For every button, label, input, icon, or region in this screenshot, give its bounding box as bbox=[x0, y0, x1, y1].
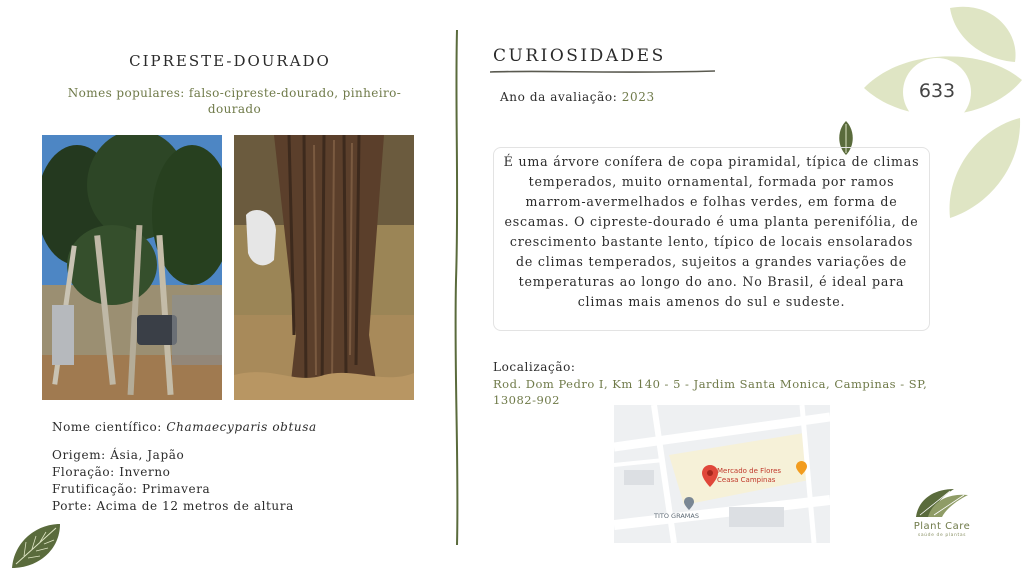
location-label: Localização: bbox=[493, 360, 576, 374]
description-text: É uma árvore conífera de copa piramidal, típica de climas temperados, muito ornamental, formada por ramos marrom-avermelhados e folhas verdes, em forma de escamas. O cipreste-dourado é uma planta perenifólia, de crescimento bastante lento, típico de locais ensolarados de climas temperados, sujeitos a grandes variações de temperaturas ao longo do ano. No Brasil, é ideal para climas mais amenos do sul e sudeste. bbox=[493, 147, 930, 331]
photo-trunk bbox=[234, 135, 414, 400]
curiosities-heading: CURIOSIDADES bbox=[493, 46, 666, 66]
fact-origin: Origem: Ásia, Japão bbox=[52, 448, 185, 462]
photo-trees bbox=[42, 135, 222, 400]
logo-tagline: saúde de plantas bbox=[917, 533, 967, 538]
scientific-name: Chamaecyparis obtusa bbox=[166, 420, 317, 434]
fact-flowering: Floração: Inverno bbox=[52, 465, 171, 479]
map-street-label: TITO GRAMAS bbox=[654, 512, 699, 520]
logo-name: Plant Care bbox=[913, 521, 971, 532]
column-divider bbox=[452, 30, 462, 545]
evaluation-year-value: 2023 bbox=[621, 90, 655, 104]
map-pin-label: Mercado de Flores Ceasa Campinas bbox=[717, 467, 782, 484]
location-address: Rod. Dom Pedro I, Km 140 - 5 - Jardim Santa Monica, Campinas - SP, 13082-902 bbox=[493, 377, 928, 407]
page-number-badge: 633 bbox=[918, 80, 956, 102]
scientific-label: Nome científico: bbox=[52, 420, 162, 434]
leaf-decoration-bottom-left bbox=[8, 520, 64, 572]
popular-names: Nomes populares: falso-cipreste-dourado, pinheiro-dourado bbox=[67, 86, 402, 116]
fact-size: Porte: Acima de 12 metros de altura bbox=[52, 499, 294, 513]
plant-facts bbox=[52, 447, 294, 515]
plant-title: CIPRESTE-DOURADO bbox=[129, 52, 331, 70]
evaluation-year bbox=[500, 90, 655, 104]
map-marker-icon bbox=[684, 497, 694, 510]
heading-underline bbox=[490, 68, 715, 76]
map-pin-icon[interactable] bbox=[702, 465, 718, 487]
location-map[interactable] bbox=[614, 405, 830, 543]
fact-fruiting: Frutificação: Primavera bbox=[52, 482, 211, 496]
scientific-name-line bbox=[52, 420, 317, 434]
plant-care-logo-icon bbox=[914, 487, 970, 519]
evaluation-year-label: Ano da avaliação: bbox=[500, 90, 618, 104]
map-poi-icon bbox=[796, 461, 807, 475]
